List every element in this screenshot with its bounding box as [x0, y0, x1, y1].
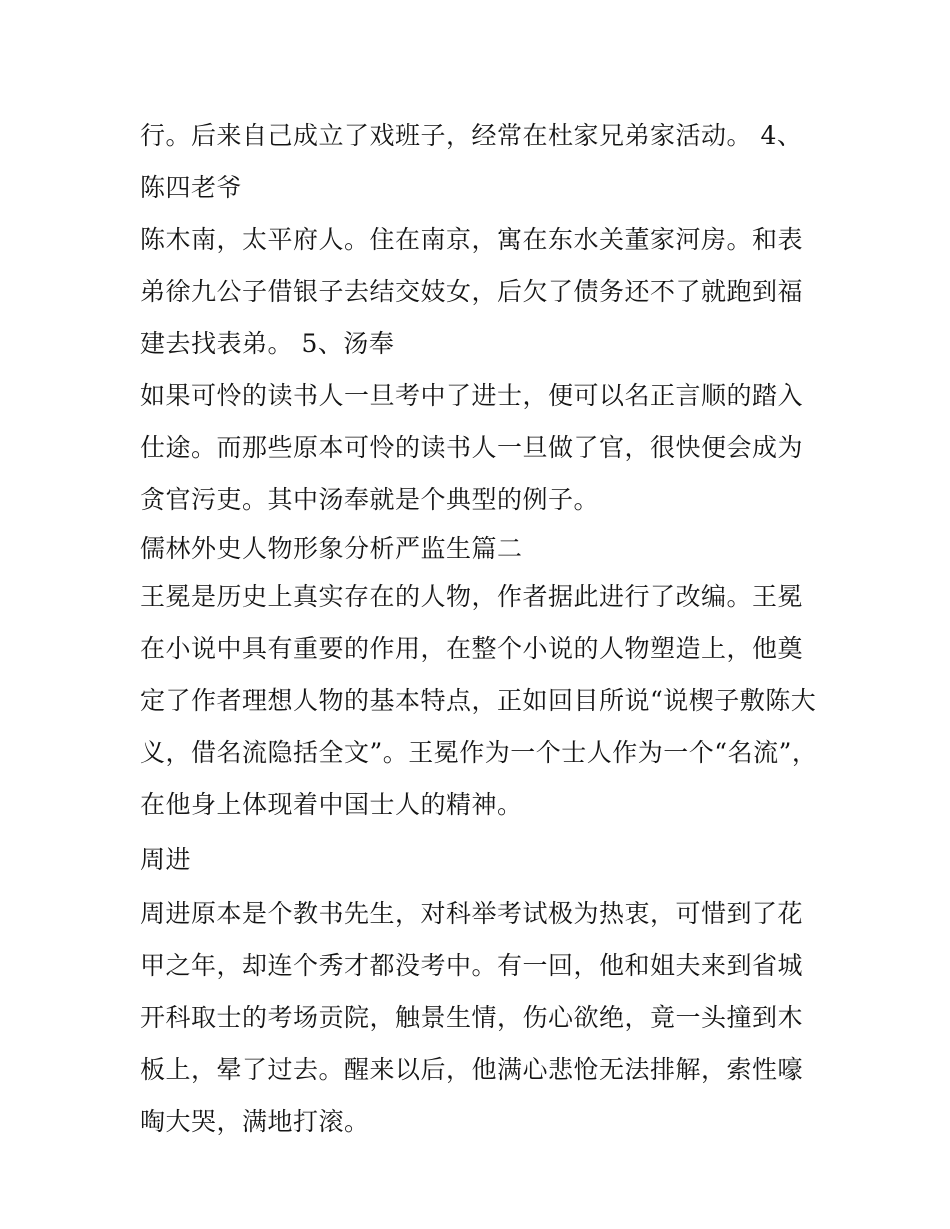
paragraph-chen-munan: 陈木南，太平府人。住在南京，寓在东水关董家河房。和表弟徐九公子借银子去结交妓女，后欠了债务还不了就跑到福建去找表弟。 5、汤奉 — [140, 225, 804, 358]
section-heading: 儒林外史人物形象分析严监生篇二 — [140, 534, 523, 563]
paragraph-wang-mian: 王冕是历史上真实存在的人物，作者据此进行了改编。王冕在小说中具有重要的作用，在整个小说的人物塑造上，他奠定了作者理想人物的基本特点，正如回目所说“说楔子敷陈大义，借名流隐括全文”。王冕作为一个士人作为一个“名流”，在他身上体现着中国士人的精神。 — [140, 582, 818, 819]
document-body — [140, 110, 820, 1148]
subheading-zhou-jin: 周进 — [140, 845, 192, 874]
paragraph-zhou-jin: 周进原本是个教书先生，对科举考试极为热衷，可惜到了花甲之年，却连个秀才都没考中。有一回，他和姐夫来到省城开科取士的考场贡院，触景生情，伤心欲绝，竟一头撞到木板上，晕了过去。醒来以后，他满心悲怆无法排解，索性嚎啕大哭，满地打滚。 — [140, 899, 804, 1136]
paragraph-tang-feng: 如果可怜的读书人一旦考中了进士，便可以名正言顺的踏入仕途。而那些原本可怜的读书人一旦做了官，很快便会成为贪官污吏。其中汤奉就是个典型的例子。 — [140, 381, 804, 514]
paragraph-chen-si-laoye: 行。后来自己成立了戏班子，经常在杜家兄弟家活动。 4、陈四老爷 — [140, 121, 803, 202]
